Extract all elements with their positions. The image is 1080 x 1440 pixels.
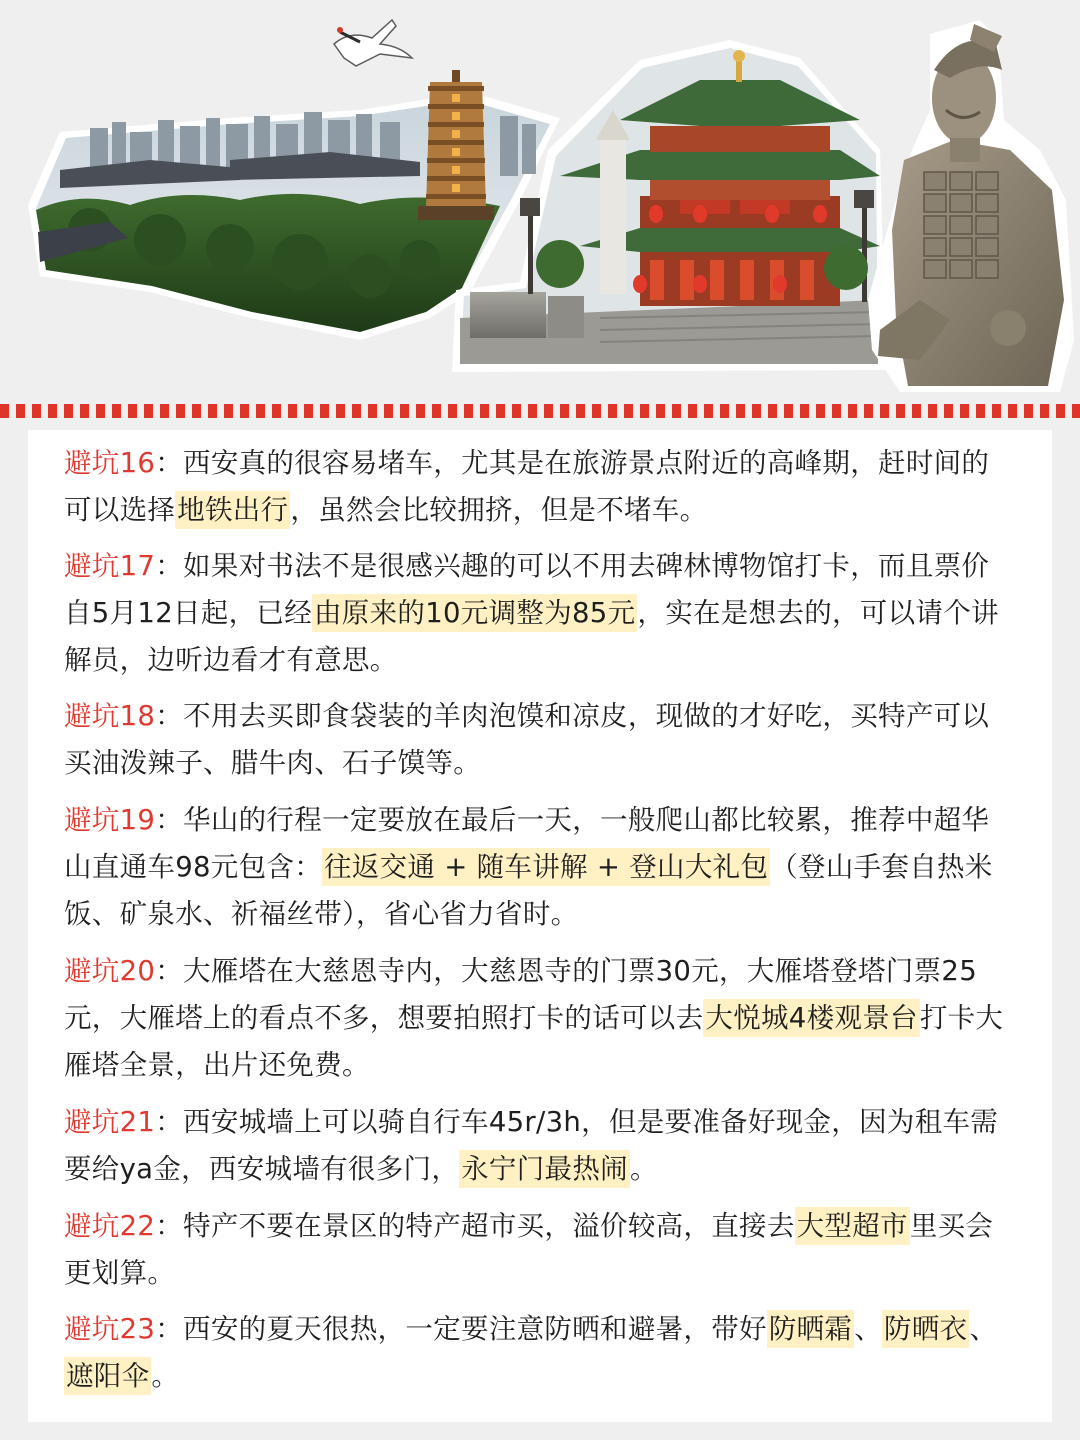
tip-label: 避坑23 [64,1313,156,1345]
tip-text: 、 [854,1313,883,1345]
tip-label: 避坑19 [64,804,156,836]
tip-text: 。 [151,1360,180,1392]
flying-crane [334,20,412,66]
tip-highlight: 往返交通 + 随车讲解 + 登山大礼包 [322,848,770,886]
tip-text: 如果对书法不是很感兴趣的可以不用去碑林博物馆打卡，而且票价自5月12日起，已经 [64,550,990,629]
tip-highlight: 永宁门最热闹 [459,1150,630,1188]
tip-text: 。 [629,1153,658,1185]
tip-colon: ： [155,955,184,987]
tip-colon: ： [155,550,184,582]
tip-text: 、 [969,1313,998,1345]
tip-colon: ： [155,1313,184,1345]
tip-19 [64,797,1014,938]
tip-text: （登山手套自热米饭、矿泉水、祈福丝带），省心省力省时。 [64,851,993,930]
tip-18 [64,693,1014,787]
tip-colon: ： [155,804,184,836]
tip-highlight: 遮阳伞 [64,1357,151,1395]
tip-23 [64,1306,1014,1400]
hero-collage [0,0,1080,400]
tip-colon: ： [155,700,184,732]
tip-text: 不用去买即食袋装的羊肉泡馍和凉皮，现做的才好吃，买特产可以买油泼辣子、腊牛肉、石子馍等。 [64,700,990,779]
tips-card [28,430,1052,1422]
tip-20 [64,948,1014,1089]
tip-colon: ： [155,1106,184,1138]
tip-label: 避坑20 [64,955,156,987]
tip-highlight: 防晒霜 [767,1310,854,1348]
tip-colon: ： [155,447,184,479]
bell-tower-scene [452,40,886,372]
tip-text: 里买会更划算。 [64,1210,994,1289]
tip-label: 避坑21 [64,1106,156,1138]
tip-highlight: 大悦城4楼观景台 [703,999,919,1037]
tip-label: 避坑22 [64,1210,156,1242]
tip-text: 西安的夏天很热，一定要注意防晒和避暑，带好 [183,1313,767,1345]
tip-highlight: 防晒衣 [882,1310,969,1348]
tip-text: 西安城墙上可以骑自行车45r/3h，但是要准备好现金，因为租车需要给ya金，西安城墙有很多门， [64,1106,999,1185]
tip-label: 避坑17 [64,550,156,582]
tip-text: 大雁塔在大慈恩寺内，大慈恩寺的门票30元，大雁塔登塔门票25元，大雁塔上的看点不多，想要拍照打卡的话可以去 [64,955,977,1034]
terracotta-warrior [868,20,1074,392]
tip-highlight: 由原来的10元调整为85元 [312,594,637,632]
tip-text: ，实在是想去的，可以请个讲解员，边听边看才有意思。 [64,597,999,676]
tip-highlight: 大型超市 [795,1207,910,1245]
tip-text: ，虽然会比较拥挤，但是不堵车。 [290,494,708,526]
tip-17 [64,543,1014,684]
tip-text: 打卡大雁塔全景，出片还免费。 [64,1002,1004,1081]
tip-label: 避坑16 [64,447,156,479]
dashed-divider [0,404,1080,418]
tip-text: 西安真的很容易堵车，尤其是在旅游景点附近的高峰期，赶时间的可以选择 [64,447,990,526]
tip-colon: ： [155,1210,184,1242]
big-wild-goose-pagoda [418,70,494,220]
tip-highlight: 地铁出行 [175,491,290,529]
tip-label: 避坑18 [64,700,156,732]
tip-text: 特产不要在景区的特产超市买，溢价较高，直接去 [183,1210,795,1242]
tip-16 [64,440,1014,534]
tip-text: 华山的行程一定要放在最后一天，一般爬山都比较累，推荐中超华山直通车98元包含： [64,804,990,883]
hero-illustration [0,0,1080,400]
tip-22 [64,1203,1014,1297]
tip-21 [64,1099,1014,1193]
